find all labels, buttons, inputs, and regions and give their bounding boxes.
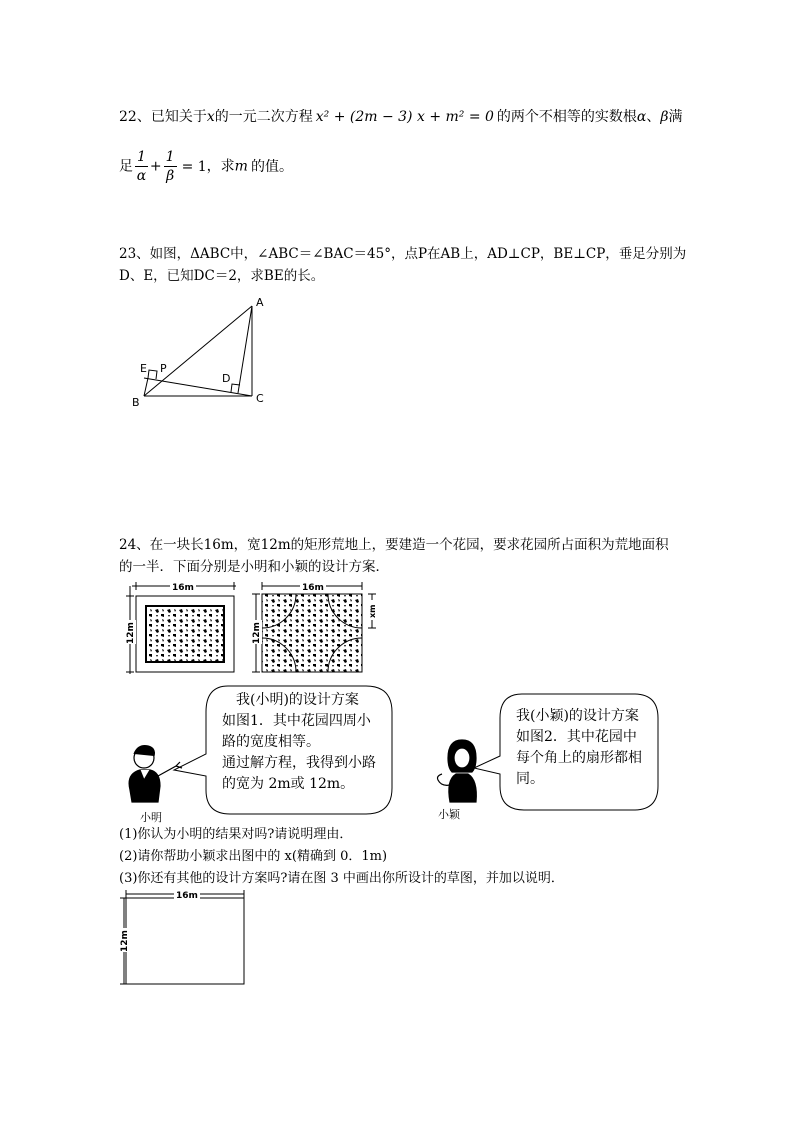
bubble2-line: 每个角上的扇形都相 (516, 750, 642, 766)
segment-ad (238, 306, 252, 393)
bubble1-line: 通过解方程，我得到小路 (222, 755, 376, 771)
q22-beta: β (660, 109, 669, 125)
bubble1-line: 路的宽度相等。 (222, 734, 320, 750)
q22-text: ，求 (206, 158, 235, 175)
xiaoying-cartoon (432, 738, 492, 810)
frac-numerator: 1 (137, 149, 146, 165)
figure-2-xiaoying-design (246, 578, 386, 678)
bubble1-line: 的宽为 2m或 12m。 (222, 776, 355, 792)
q22-text: 的两个不相等的实数根 (496, 109, 637, 125)
width-label: 12m (126, 622, 136, 644)
garden-rect (146, 606, 224, 662)
question-23-line2: D、E，已知DC＝2，求BE的长。 (119, 268, 325, 284)
q22-number: 22、 (119, 109, 151, 125)
q22-fraction-2 (164, 148, 177, 185)
question-23-line1: 23、如图，ΔABC中，∠ABC＝∠BAC＝45°，点P在AB上，AD⊥CP，BE⊥CP，垂足分别为 (119, 246, 687, 262)
label-p: P (160, 362, 167, 375)
q22-var-x: x (206, 109, 215, 125)
q22-var-m: m (234, 158, 248, 175)
length-label: 16m (172, 583, 194, 593)
q24-subquestion-3: (3)你还有其他的设计方案吗?请在图 3 中画出你所设计的草图，并加以说明． (119, 871, 564, 886)
label-e: E (140, 362, 147, 375)
name-xiaoming: 小明 (140, 811, 162, 824)
right-angle-e (148, 370, 157, 379)
segment-ba (144, 306, 252, 396)
figure-3-blank (116, 888, 250, 988)
label-c: C (256, 392, 264, 405)
q22-sep: 、 (646, 109, 661, 125)
question-24-line2: 的一半．下面分别是小明和小颖的设计方案． (119, 559, 389, 575)
q22-text: 已知关于 (150, 109, 207, 125)
bubble1-line: 我(小明)的设计方案 (236, 692, 359, 708)
question-22-line2 (119, 148, 293, 185)
q22-plus: + (149, 158, 162, 175)
frac-denominator: β (166, 168, 175, 184)
blank-rect (126, 898, 244, 984)
bubble1-line: 如图1．其中花园四周小 (222, 713, 371, 729)
length-label: 16m (302, 583, 324, 593)
q24-subquestion-2: (2)请你帮助小颖求出图中的 x(精确到 0．1m) (119, 849, 388, 864)
figure-1-xiaoming-design (118, 578, 248, 678)
label-b: B (132, 396, 140, 409)
q22-text: 的一元二次方程 (214, 109, 313, 125)
frac-numerator: 1 (165, 149, 175, 165)
x-label: xm (368, 604, 377, 618)
question-24-line1: 24、在一块长16m，宽12m的矩形荒地上，要建造一个花园，要求花园所占面积为荒地面积 (119, 537, 669, 553)
label-d: D (222, 372, 231, 385)
bubble-xiaoying-text (516, 706, 642, 790)
bubble2-line: 我(小颖)的设计方案 (516, 708, 639, 724)
frac-denominator: α (136, 168, 147, 184)
bubble2-line: 同。 (516, 771, 544, 787)
q22-text: 足 (119, 158, 133, 175)
q22-equals: = 1 (181, 158, 207, 175)
question-22-line1 (119, 106, 682, 128)
q24-subquestion-1: (1)你认为小明的结果对吗?请说明理由． (119, 827, 353, 842)
q22-alpha: α (636, 109, 647, 125)
q22-text: 满 (668, 109, 683, 125)
width-label: 12m (252, 622, 262, 644)
name-xiaoying: 小颖 (438, 808, 460, 821)
q22-fraction-1 (135, 148, 148, 185)
bubble-xiaoming-text (222, 690, 376, 795)
triangle-figure (128, 292, 278, 412)
q22-equation: x² + (2m − 3) x + m² = 0 (315, 109, 494, 125)
q22-text: 的值。 (250, 158, 293, 175)
segment-cp (144, 378, 252, 396)
label-a: A (256, 296, 264, 309)
length-label: 16m (176, 891, 198, 901)
width-label: 12m (120, 930, 130, 952)
bubble2-line: 如图2．其中花园中 (516, 729, 637, 745)
